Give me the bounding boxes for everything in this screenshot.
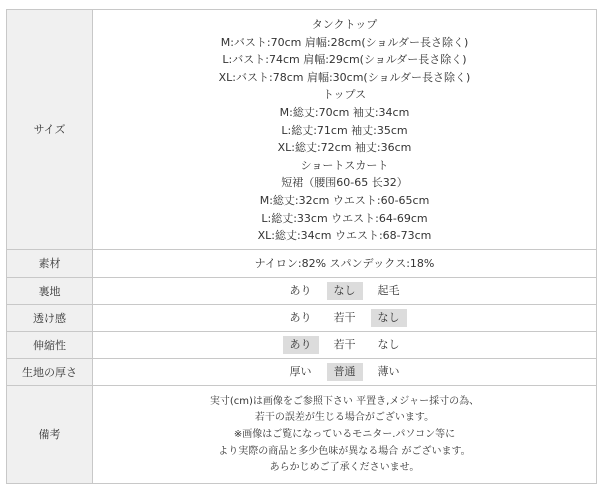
sheer-row bbox=[7, 304, 597, 331]
lining-option: なし bbox=[327, 282, 363, 300]
size-line: XL:総丈:72cm 袖丈:36cm bbox=[277, 141, 412, 155]
sheer-option: あり bbox=[289, 310, 312, 324]
thickness-options bbox=[93, 363, 596, 381]
size-line: M:総丈:32cm ウエスト:60-65cm bbox=[259, 193, 430, 207]
size-line: L:バスト:74cm 肩幅:29cm(ショルダー長さ除く) bbox=[222, 53, 467, 67]
sheer-options bbox=[93, 309, 596, 327]
size-line: 短裙（腰围60-65 长32） bbox=[281, 176, 408, 190]
size-line: タンクトップ bbox=[311, 18, 378, 31]
spec-table bbox=[6, 9, 597, 484]
material-label: 素材 bbox=[7, 249, 93, 277]
thickness-option: 薄い bbox=[377, 364, 400, 378]
stretch-row bbox=[7, 331, 597, 358]
stretch-option: あり bbox=[283, 336, 319, 354]
stretch-label: 伸縮性 bbox=[7, 331, 93, 358]
thickness-label: 生地の厚さ bbox=[7, 358, 93, 385]
sheer-label: 透け感 bbox=[7, 304, 93, 331]
note-line: あらかじめご了承くださいませ。 bbox=[269, 462, 420, 474]
notes-value bbox=[93, 385, 597, 483]
size-label: サイズ bbox=[7, 10, 93, 250]
note-line: 若干の誤差が生じる場合がございます。 bbox=[254, 412, 435, 424]
lining-label: 裏地 bbox=[7, 277, 93, 304]
stretch-option: 若干 bbox=[333, 337, 356, 351]
stretch-options bbox=[93, 336, 596, 354]
size-line: M:総丈:70cm 袖丈:34cm bbox=[279, 105, 410, 119]
sheer-option: 若干 bbox=[333, 310, 356, 324]
lining-option: あり bbox=[289, 283, 312, 297]
notes-row bbox=[7, 385, 597, 483]
size-line: L:総丈:33cm ウエスト:64-69cm bbox=[261, 211, 428, 225]
stretch-option: なし bbox=[377, 337, 400, 351]
size-line: XL:バスト:78cm 肩幅:30cm(ショルダー長さ除く) bbox=[218, 70, 471, 84]
notes-label: 備考 bbox=[7, 385, 93, 483]
lining-row bbox=[7, 277, 597, 304]
thickness-row bbox=[7, 358, 597, 385]
size-line: トップス bbox=[322, 88, 367, 102]
note-line: ※画像はご覧になっているモニター.パソコン等に bbox=[233, 428, 456, 440]
size-line: ショートスカート bbox=[300, 158, 389, 172]
size-line: XL:総丈:34cm ウエスト:68-73cm bbox=[257, 229, 432, 243]
note-line: 実寸(cm)は画像をご参照下さい 平置き,メジャー採寸の為、 bbox=[209, 395, 480, 407]
material-value: ナイロン:82% スパンデックス:18% bbox=[93, 249, 597, 277]
lining-option: 起毛 bbox=[377, 283, 400, 297]
lining-options bbox=[93, 282, 596, 300]
size-value bbox=[93, 10, 597, 250]
sheer-option: なし bbox=[371, 309, 407, 327]
thickness-option: 厚い bbox=[289, 364, 312, 378]
size-line: M:バスト:70cm 肩幅:28cm(ショルダー長さ除く) bbox=[220, 35, 469, 49]
size-row bbox=[7, 10, 597, 250]
note-line: より実際の商品と多少色味が異なる場合 がございます。 bbox=[218, 445, 471, 457]
thickness-option: 普通 bbox=[327, 363, 363, 381]
size-line: L:総丈:71cm 袖丈:35cm bbox=[281, 123, 408, 137]
material-row bbox=[7, 249, 597, 277]
